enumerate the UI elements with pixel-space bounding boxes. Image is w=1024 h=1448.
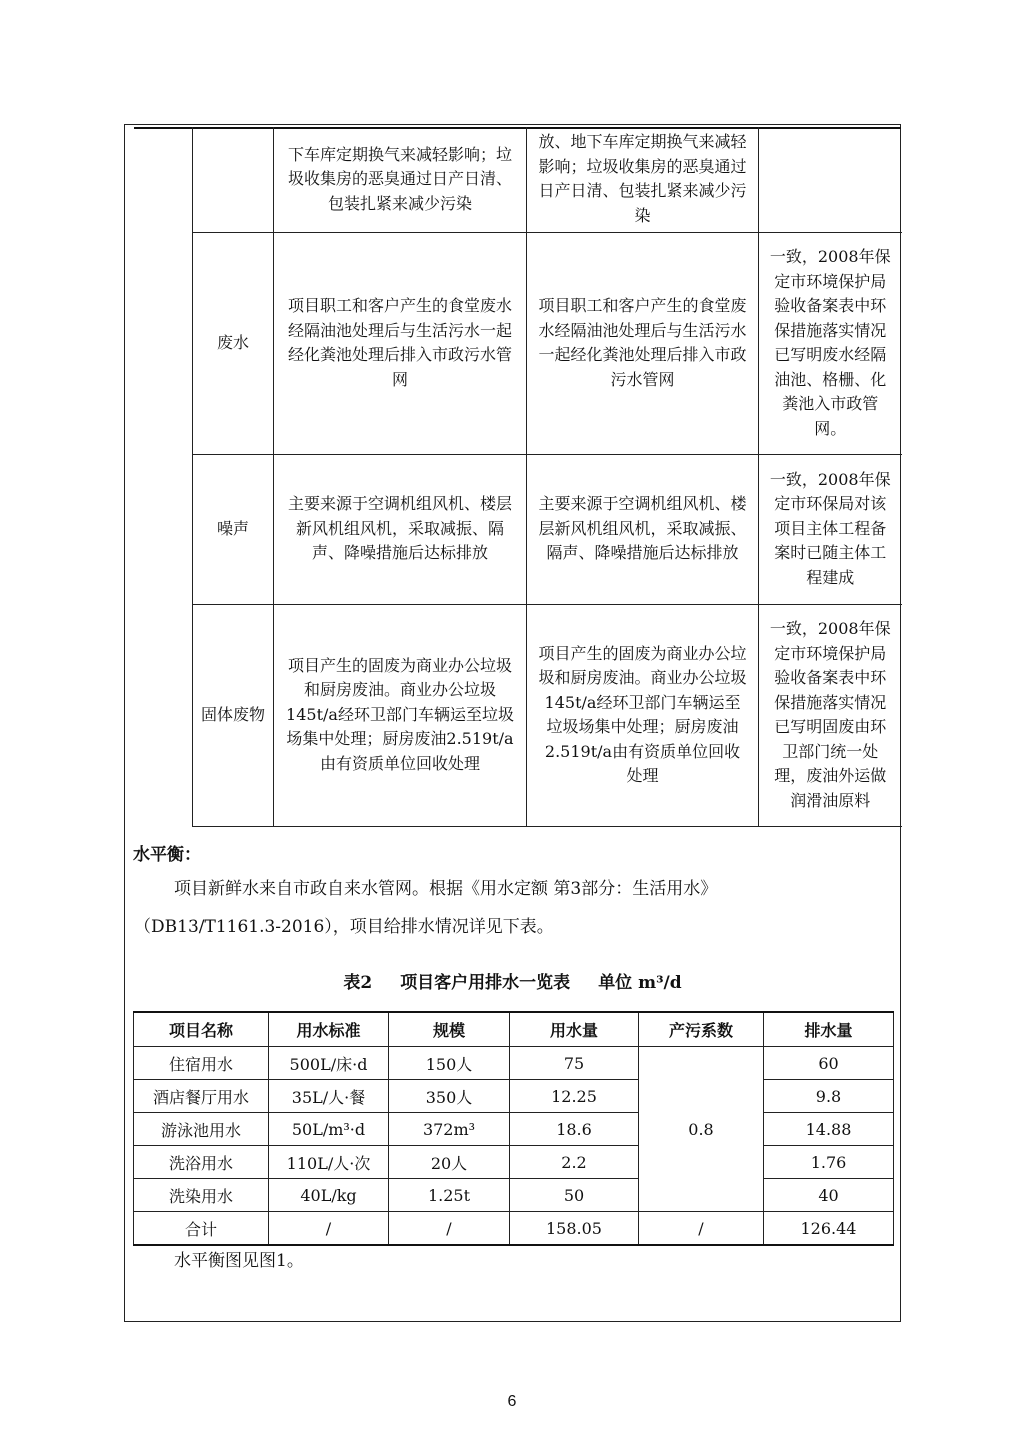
table-caption-number: 表2 xyxy=(343,973,373,993)
table-row xyxy=(134,1047,894,1080)
total-discharge-cell: 126.44 xyxy=(764,1212,894,1246)
conclusion-cell: 一致，2008年保定市环境保护局验收备案表中环保措施落实情况已写明废水经隔油池、格栅、化粪池入市政管网。 xyxy=(759,232,902,454)
category-cell: 噪声 xyxy=(193,454,274,604)
measures-table xyxy=(192,127,902,827)
column-header: 规模 xyxy=(389,1012,510,1047)
figure-reference: 水平衡图见图1。 xyxy=(174,1251,304,1271)
standard-cell: 110L/人·次 xyxy=(269,1146,389,1179)
actual-measure-cell: 项目产生的固废为商业办公垃圾和厨房废油。商业办公垃圾145t/a经环卫部门车辆运至垃圾场集中处理；厨房废油2.519t/a由有资质单位回收处理 xyxy=(527,604,759,826)
discharge-cell: 60 xyxy=(764,1047,894,1080)
table-total-row xyxy=(134,1212,894,1246)
water-usage-table xyxy=(133,1011,894,1246)
usage-cell: 12.25 xyxy=(510,1080,639,1113)
item-name-cell: 住宿用水 xyxy=(134,1047,269,1080)
table-row xyxy=(193,127,902,232)
total-standard-cell: / xyxy=(269,1212,389,1246)
column-header: 用水量 xyxy=(510,1012,639,1047)
item-name-cell: 酒店餐厅用水 xyxy=(134,1080,269,1113)
eia-measure-cell: 项目产生的固废为商业办公垃圾和厨房废油。商业办公垃圾145t/a经环卫部门车辆运至垃圾场集中处理；厨房废油2.519t/a由有资质单位回收处理 xyxy=(274,604,527,826)
coefficient-cell: 0.8 xyxy=(639,1047,764,1212)
actual-measure-cell: 项目职工和客户产生的食堂废水经隔油池处理后与生活污水一起经化粪池处理后排入市政污水管网 xyxy=(527,232,759,454)
scale-cell: 350人 xyxy=(389,1080,510,1113)
actual-measure-cell: 主要来源于空调机组风机、楼层新风机组风机，采取减振、隔声、降噪措施后达标排放 xyxy=(527,454,759,604)
item-name-cell: 洗浴用水 xyxy=(134,1146,269,1179)
table-caption-unit: 单位 m³/d xyxy=(598,973,682,993)
conclusion-cell: 一致，2008年保定市环保局对该项目主体工程备案时已随主体工程建成 xyxy=(759,454,902,604)
column-header: 项目名称 xyxy=(134,1012,269,1047)
discharge-cell: 40 xyxy=(764,1179,894,1212)
table-row xyxy=(134,1080,894,1113)
standard-cell: 500L/床·d xyxy=(269,1047,389,1080)
column-header: 用水标准 xyxy=(269,1012,389,1047)
table-row xyxy=(134,1113,894,1146)
usage-cell: 75 xyxy=(510,1047,639,1080)
item-name-cell: 游泳池用水 xyxy=(134,1113,269,1146)
usage-cell: 50 xyxy=(510,1179,639,1212)
scale-cell: 372m³ xyxy=(389,1113,510,1146)
page-number: 6 xyxy=(507,1393,517,1410)
table-caption xyxy=(124,968,901,993)
conclusion-cell xyxy=(759,127,902,232)
water-balance-heading: 水平衡： xyxy=(133,845,201,865)
standard-cell: 40L/kg xyxy=(269,1179,389,1212)
category-cell: 固体废物 xyxy=(193,604,274,826)
column-header: 排水量 xyxy=(764,1012,894,1047)
total-usage-cell: 158.05 xyxy=(510,1212,639,1246)
table-row xyxy=(134,1179,894,1212)
table-row xyxy=(193,454,902,604)
discharge-cell: 9.8 xyxy=(764,1080,894,1113)
discharge-cell: 14.88 xyxy=(764,1113,894,1146)
eia-measure-cell: 项目职工和客户产生的食堂废水经隔油池处理后与生活污水一起经化粪池处理后排入市政污水管网 xyxy=(274,232,527,454)
water-balance-paragraph: 项目新鲜水来自市政自来水管网。根据《用水定额 第3部分：生活用水》 xyxy=(174,879,718,899)
conclusion-cell: 一致，2008年保定市环境保护局验收备案表中环保措施落实情况已写明固废由环卫部门统一处理，废油外运做润滑油原料 xyxy=(759,604,902,826)
actual-measure-cell: 放、地下车库定期换气来减轻影响；垃圾收集房的恶臭通过日产日清、包装扎紧来减少污染 xyxy=(527,127,759,232)
standard-cell: 35L/人·餐 xyxy=(269,1080,389,1113)
table-row xyxy=(193,604,902,826)
item-name-cell: 洗染用水 xyxy=(134,1179,269,1212)
standard-cell: 50L/m³·d xyxy=(269,1113,389,1146)
eia-measure-cell: 主要来源于空调机组风机、楼层新风机组风机，采取减振、隔声、降噪措施后达标排放 xyxy=(274,454,527,604)
table-caption-name: 项目客户用排水一览表 xyxy=(400,973,571,993)
table-row xyxy=(193,232,902,454)
discharge-cell: 1.76 xyxy=(764,1146,894,1179)
category-cell xyxy=(193,127,274,232)
category-cell: 废水 xyxy=(193,232,274,454)
usage-cell: 18.6 xyxy=(510,1113,639,1146)
total-coefficient-cell: / xyxy=(639,1212,764,1246)
column-header: 产污系数 xyxy=(639,1012,764,1047)
total-label-cell: 合计 xyxy=(134,1212,269,1246)
scale-cell: 1.25t xyxy=(389,1179,510,1212)
water-balance-paragraph-cont: （DB13/T1161.3-2016），项目给排水情况详见下表。 xyxy=(134,917,554,937)
total-scale-cell: / xyxy=(389,1212,510,1246)
table-row xyxy=(134,1146,894,1179)
eia-measure-cell: 下车库定期换气来减轻影响；垃圾收集房的恶臭通过日产日清、包装扎紧来减少污染 xyxy=(274,127,527,232)
usage-cell: 2.2 xyxy=(510,1146,639,1179)
scale-cell: 20人 xyxy=(389,1146,510,1179)
table-header-row xyxy=(134,1012,894,1047)
scale-cell: 150人 xyxy=(389,1047,510,1080)
